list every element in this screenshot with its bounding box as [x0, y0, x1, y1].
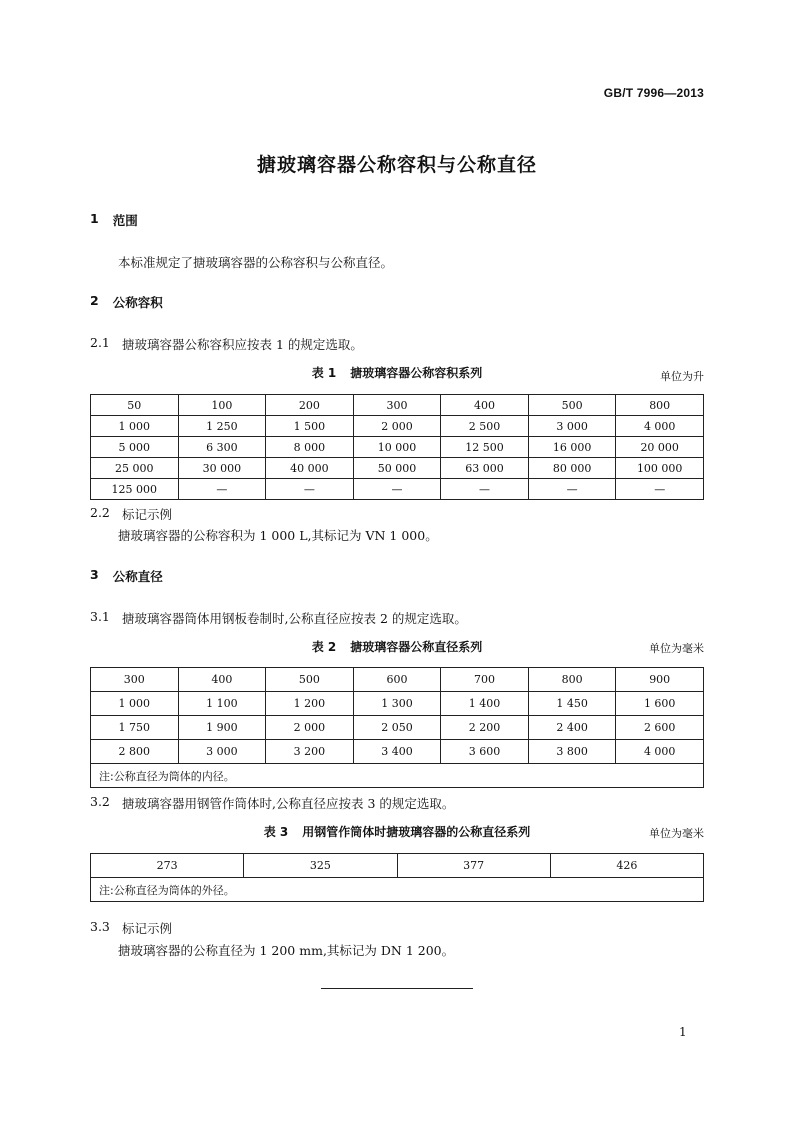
- table-row: [91, 740, 704, 764]
- table-1-unit: 单位为升: [660, 370, 704, 383]
- table-cell: 25 000: [91, 458, 179, 479]
- clause-number: 3.3: [90, 919, 110, 934]
- section-3-heading: [90, 567, 163, 585]
- table-cell: 500: [528, 395, 616, 416]
- table-cell: 2 000: [266, 716, 354, 740]
- clause-2-2: [90, 505, 172, 523]
- table-cell: 700: [441, 668, 529, 692]
- table-cell: 2 600: [616, 716, 704, 740]
- table-cell: 900: [616, 668, 704, 692]
- table-cell: 500: [266, 668, 354, 692]
- page-number: 1: [679, 1025, 687, 1039]
- table-cell: 426: [550, 854, 703, 878]
- table-cell: 4 000: [616, 740, 704, 764]
- table-cell: 3 400: [353, 740, 441, 764]
- table-cell: 600: [353, 668, 441, 692]
- section-number: 3: [90, 567, 99, 582]
- section-title: 公称直径: [112, 569, 163, 584]
- section-number: 1: [90, 211, 99, 226]
- table-cell: 100: [178, 395, 266, 416]
- table-cell: 2 400: [528, 716, 616, 740]
- table-cell: 800: [528, 668, 616, 692]
- table-label: 表 3: [263, 825, 289, 839]
- table-cell: 8 000: [266, 437, 354, 458]
- table-note: 注:公称直径为筒体的外径。: [91, 878, 704, 902]
- clause-3-2: [90, 794, 454, 812]
- table-cell: 100 000: [616, 458, 704, 479]
- clause-text: 搪玻璃容器筒体用钢板卷制时,公称直径应按表 2 的规定选取。: [122, 611, 467, 626]
- table-cell: 300: [353, 395, 441, 416]
- document-title: 搪玻璃容器公称容积与公称直径: [256, 154, 537, 176]
- table-cell: 400: [441, 395, 529, 416]
- clause-text: 搪玻璃容器公称容积应按表 1 的规定选取。: [122, 337, 363, 352]
- clause-title: 标记示例: [122, 921, 173, 936]
- table-cell: 1 400: [441, 692, 529, 716]
- table-cell: 1 000: [91, 416, 179, 437]
- table-cell: 12 500: [441, 437, 529, 458]
- table-cell: 2 200: [441, 716, 529, 740]
- table-3-unit: 单位为毫米: [649, 827, 704, 840]
- table-cell: 50 000: [353, 458, 441, 479]
- table-cell: 3 000: [178, 740, 266, 764]
- table-cell: 50: [91, 395, 179, 416]
- table-cell: 1 450: [528, 692, 616, 716]
- table-row: [91, 668, 704, 692]
- table-2-unit: 单位为毫米: [649, 642, 704, 655]
- table-cell: —: [266, 479, 354, 500]
- section-title: 范围: [112, 213, 138, 228]
- table-note: 注:公称直径为筒体的内径。: [91, 764, 704, 788]
- table-cell: 1 750: [91, 716, 179, 740]
- table-label: 表 1: [311, 366, 337, 380]
- table-cell: 1 300: [353, 692, 441, 716]
- section-1-heading: [90, 211, 138, 229]
- table-cell: 1 900: [178, 716, 266, 740]
- table-cell: 2 800: [91, 740, 179, 764]
- clause-number: 3.1: [90, 609, 110, 624]
- table-row: [91, 716, 704, 740]
- section-1-text: 本标准规定了搪玻璃容器的公称容积与公称直径。: [118, 255, 394, 270]
- table-row: [91, 479, 704, 500]
- table-cell: 300: [91, 668, 179, 692]
- table-cell: 1 600: [616, 692, 704, 716]
- table-cell: 1 500: [266, 416, 354, 437]
- standard-code: GB/T 7996—2013: [603, 86, 704, 100]
- table-cell: 1 200: [266, 692, 354, 716]
- table-row: [91, 437, 704, 458]
- table-cell: 30 000: [178, 458, 266, 479]
- clause-2-2-text: 搪玻璃容器的公称容积为 1 000 L,其标记为 VN 1 000。: [118, 528, 438, 543]
- table-cell: 2 500: [441, 416, 529, 437]
- table-row: [91, 854, 704, 878]
- table-cell: —: [178, 479, 266, 500]
- table-cell: 40 000: [266, 458, 354, 479]
- clause-text: 搪玻璃容器用钢管作筒体时,公称直径应按表 3 的规定选取。: [122, 796, 455, 811]
- table-title: 搪玻璃容器公称直径系列: [350, 640, 483, 654]
- section-number: 2: [90, 293, 99, 308]
- table-cell: 2 050: [353, 716, 441, 740]
- section-2-heading: [90, 293, 163, 311]
- table-cell: 200: [266, 395, 354, 416]
- table-1: [90, 394, 704, 500]
- table-cell: —: [441, 479, 529, 500]
- table-cell: —: [353, 479, 441, 500]
- table-cell: 3 200: [266, 740, 354, 764]
- table-note-row: [91, 878, 704, 902]
- clause-3-1: [90, 609, 467, 627]
- table-cell: 273: [91, 854, 244, 878]
- table-cell: 16 000: [528, 437, 616, 458]
- table-note-row: [91, 764, 704, 788]
- clause-2-1: [90, 335, 363, 353]
- table-cell: 10 000: [353, 437, 441, 458]
- table-cell: 6 300: [178, 437, 266, 458]
- table-cell: 325: [244, 854, 397, 878]
- table-row: [91, 692, 704, 716]
- table-title: 用钢管作筒体时搪玻璃容器的公称直径系列: [302, 825, 531, 839]
- table-cell: 4 000: [616, 416, 704, 437]
- table-2: [90, 667, 704, 788]
- table-row: [91, 416, 704, 437]
- table-cell: 3 000: [528, 416, 616, 437]
- table-cell: 63 000: [441, 458, 529, 479]
- table-cell: 400: [178, 668, 266, 692]
- table-row: [91, 395, 704, 416]
- clause-title: 标记示例: [122, 507, 173, 522]
- clause-number: 2.1: [90, 335, 110, 350]
- table-cell: 1 250: [178, 416, 266, 437]
- table-cell: —: [528, 479, 616, 500]
- table-cell: 80 000: [528, 458, 616, 479]
- table-cell: 2 000: [353, 416, 441, 437]
- clause-3-3: [90, 919, 172, 937]
- table-cell: 3 600: [441, 740, 529, 764]
- table-cell: 20 000: [616, 437, 704, 458]
- table-3: [90, 853, 704, 902]
- clause-number: 3.2: [90, 794, 110, 809]
- clause-number: 2.2: [90, 505, 110, 520]
- table-cell: 5 000: [91, 437, 179, 458]
- table-label: 表 2: [311, 640, 337, 654]
- table-cell: 377: [397, 854, 550, 878]
- section-title: 公称容积: [112, 295, 163, 310]
- table-cell: 1 100: [178, 692, 266, 716]
- table-cell: 1 000: [91, 692, 179, 716]
- clause-3-3-text: 搪玻璃容器的公称直径为 1 200 mm,其标记为 DN 1 200。: [118, 943, 455, 958]
- table-cell: 800: [616, 395, 704, 416]
- table-cell: —: [616, 479, 704, 500]
- table-title: 搪玻璃容器公称容积系列: [350, 366, 483, 380]
- end-rule: [321, 988, 473, 989]
- table-cell: 125 000: [91, 479, 179, 500]
- table-row: [91, 458, 704, 479]
- table-cell: 3 800: [528, 740, 616, 764]
